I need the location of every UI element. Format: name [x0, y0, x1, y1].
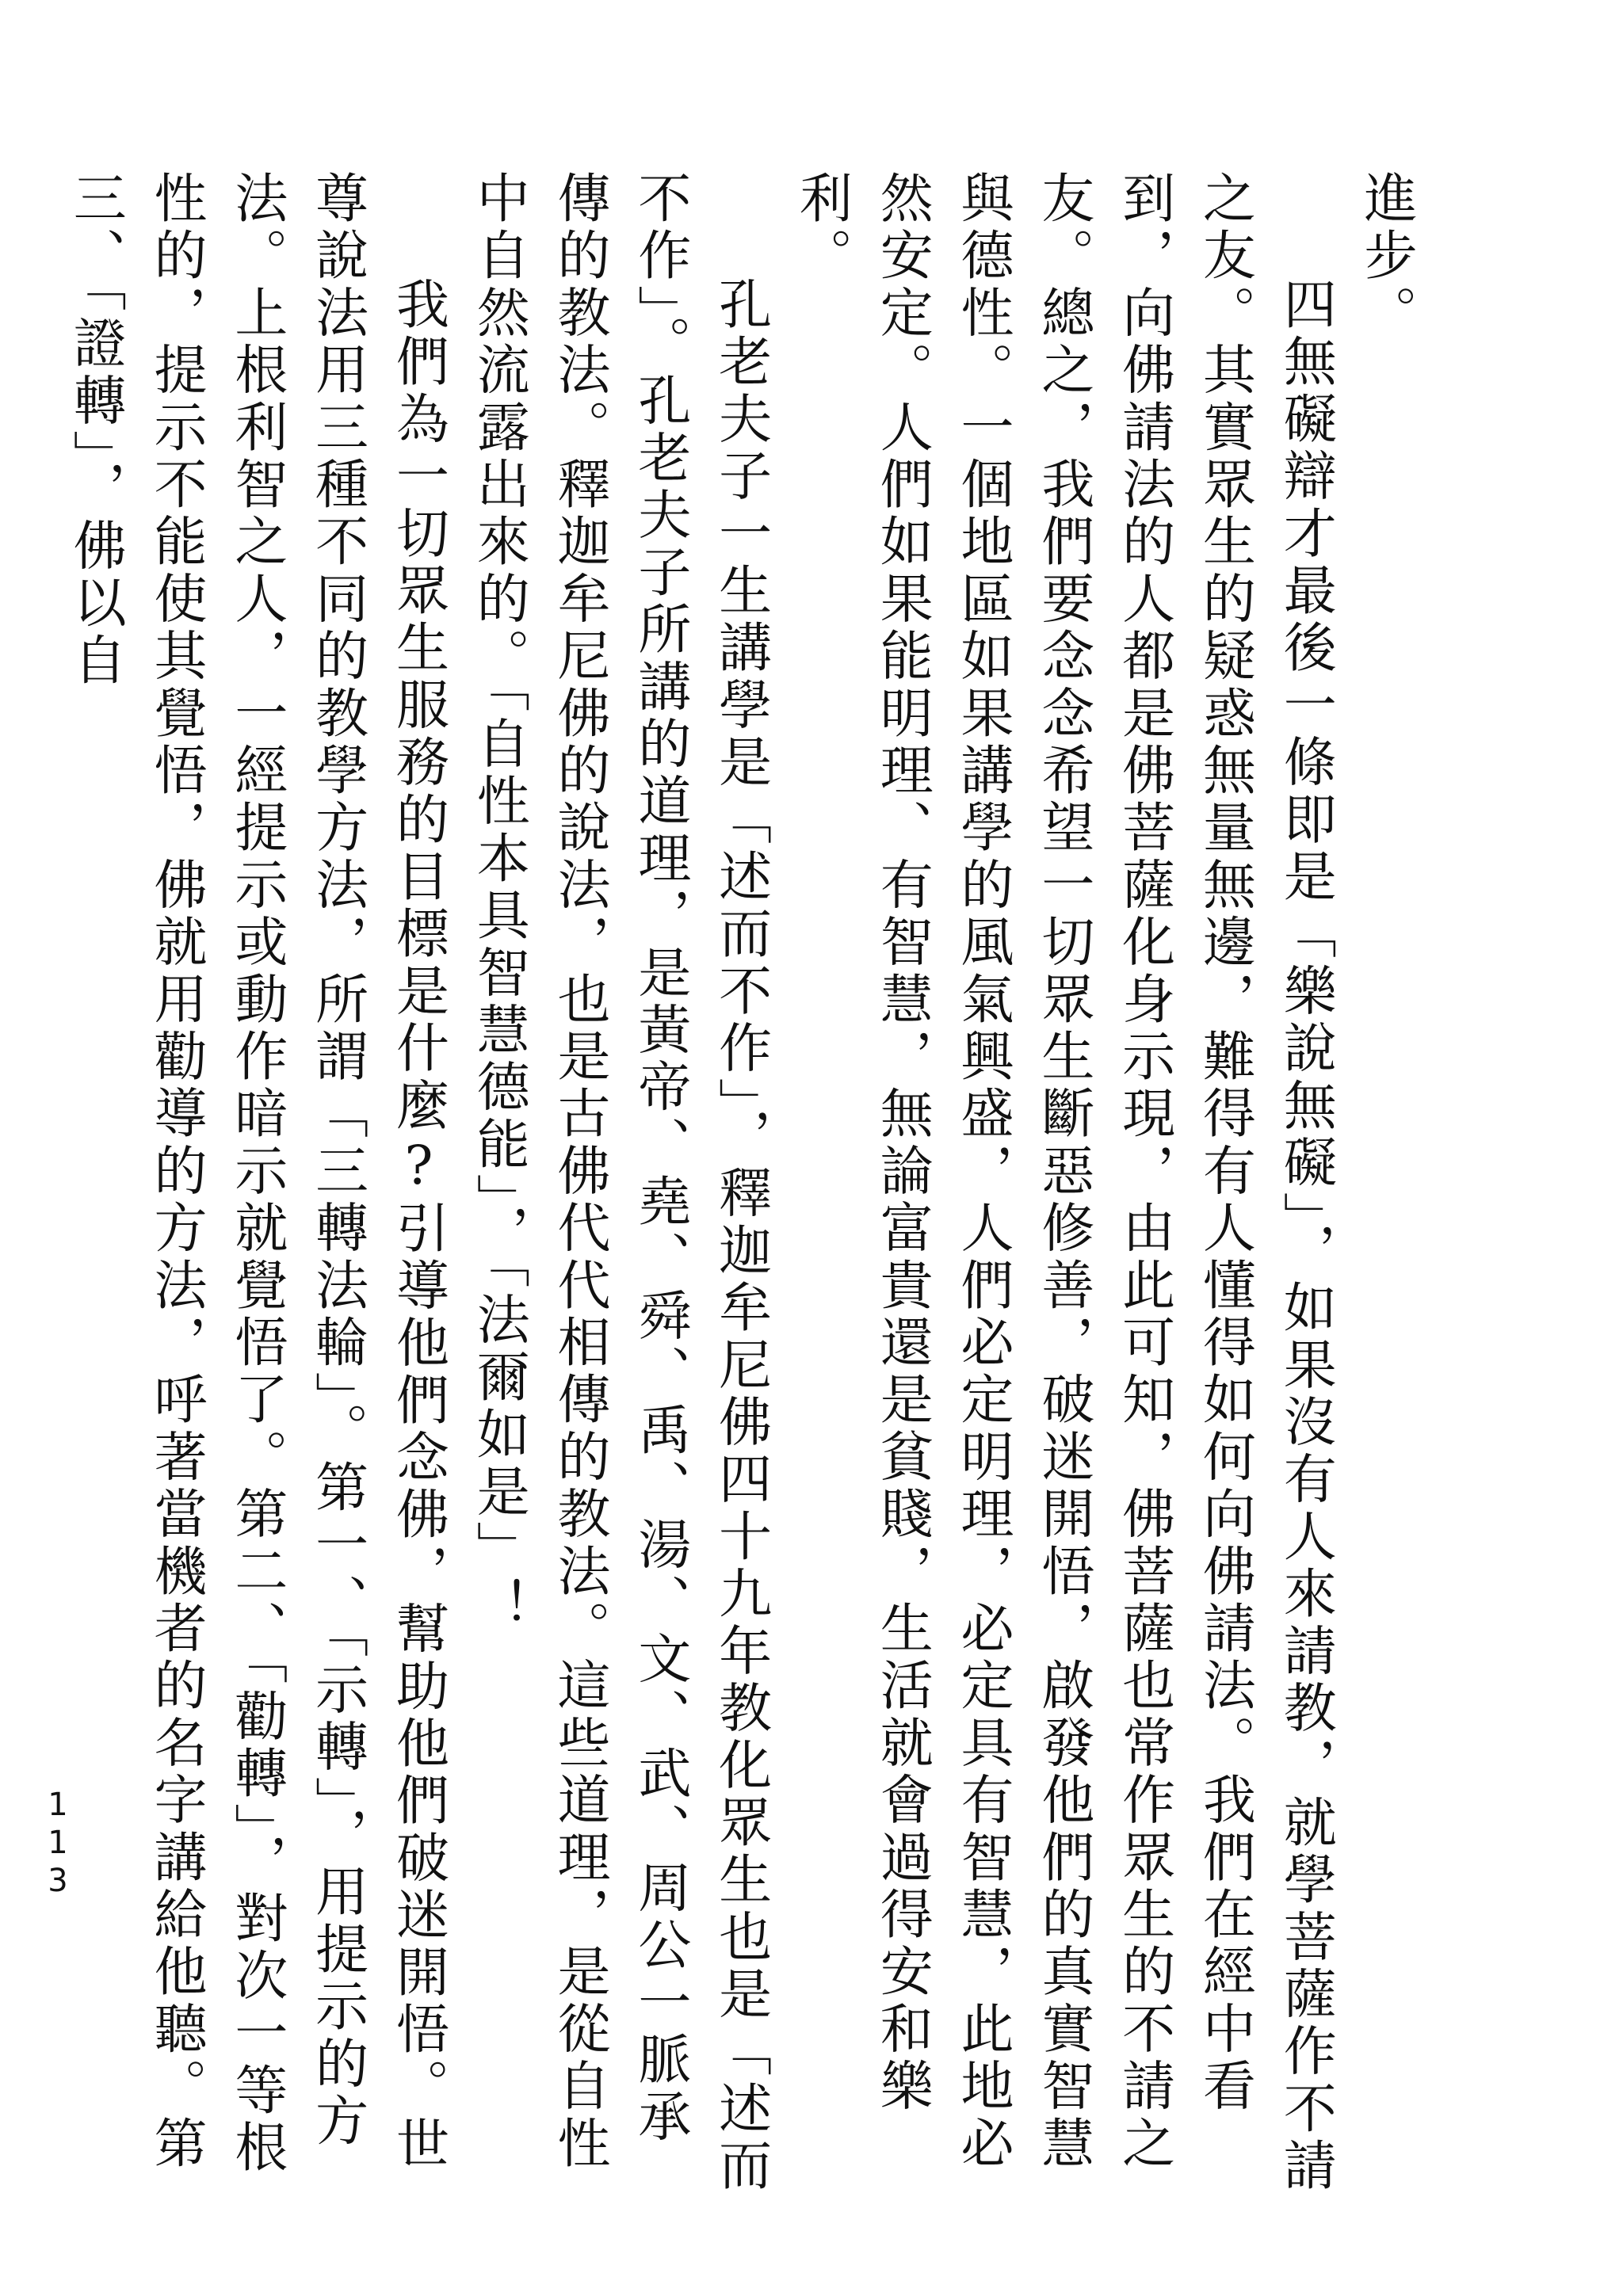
page-number: 113 — [40, 1787, 76, 1901]
paragraph-three-turnings: 我們為一切眾生服務的目標是什麼?引導他們念佛，幫助他們破迷開悟。世尊說法用三種不同的教學方法，所謂「三轉法輪」。第一、「示轉」，用提示的方法。上根利智之人，一經提示或動作暗示就覺悟了。第二、「勸轉」，對次一等根性的，提示不能使其覺悟，佛就用勸導的方法，呼著當機者的名字講給他聽。第三、「證轉」，佛以自 — [65, 170, 450, 2177]
paragraph-transmit-not-create: 孔老夫子一生講學是「述而不作」，釋迦牟尼佛四十九年教化眾生也是「述而不作」。孔老夫子所講的道理，是黃帝、堯、舜、禹、湯、文、武、周公一脈承傳的教法。釋迦牟尼佛的說法，也是古佛代代相傳的教法。這些道理，是從自性中自然流露出來的。「自性本具智慧德能」，「法爾如是」！ — [468, 170, 773, 2195]
vertical-text-body — [65, 170, 1426, 2199]
paragraph-four-unobstructed-eloquence: 四無礙辯才最後一條即是「樂說無礙」，如果沒有人來請教，就學菩薩作不請之友。其實眾生的疑惑無量無邊，難得有人懂得如何向佛請法。我們在經中看到，向佛請法的人都是佛菩薩化身示現，由此可知，佛菩薩也常作眾生的不請之友。總之，我們要念念希望一切眾生斷惡修善，破迷開悟，啟發他們的真實智慧與德性。一個地區如果講學的風氣興盛，人們必定明理，必定具有智慧，此地必然安定。人們如果能明理、有智慧，無論富貴還是貧賤，生活就會過得安和樂利。 — [791, 170, 1338, 2195]
paragraph-continuation: 進步。 — [1356, 170, 1418, 342]
